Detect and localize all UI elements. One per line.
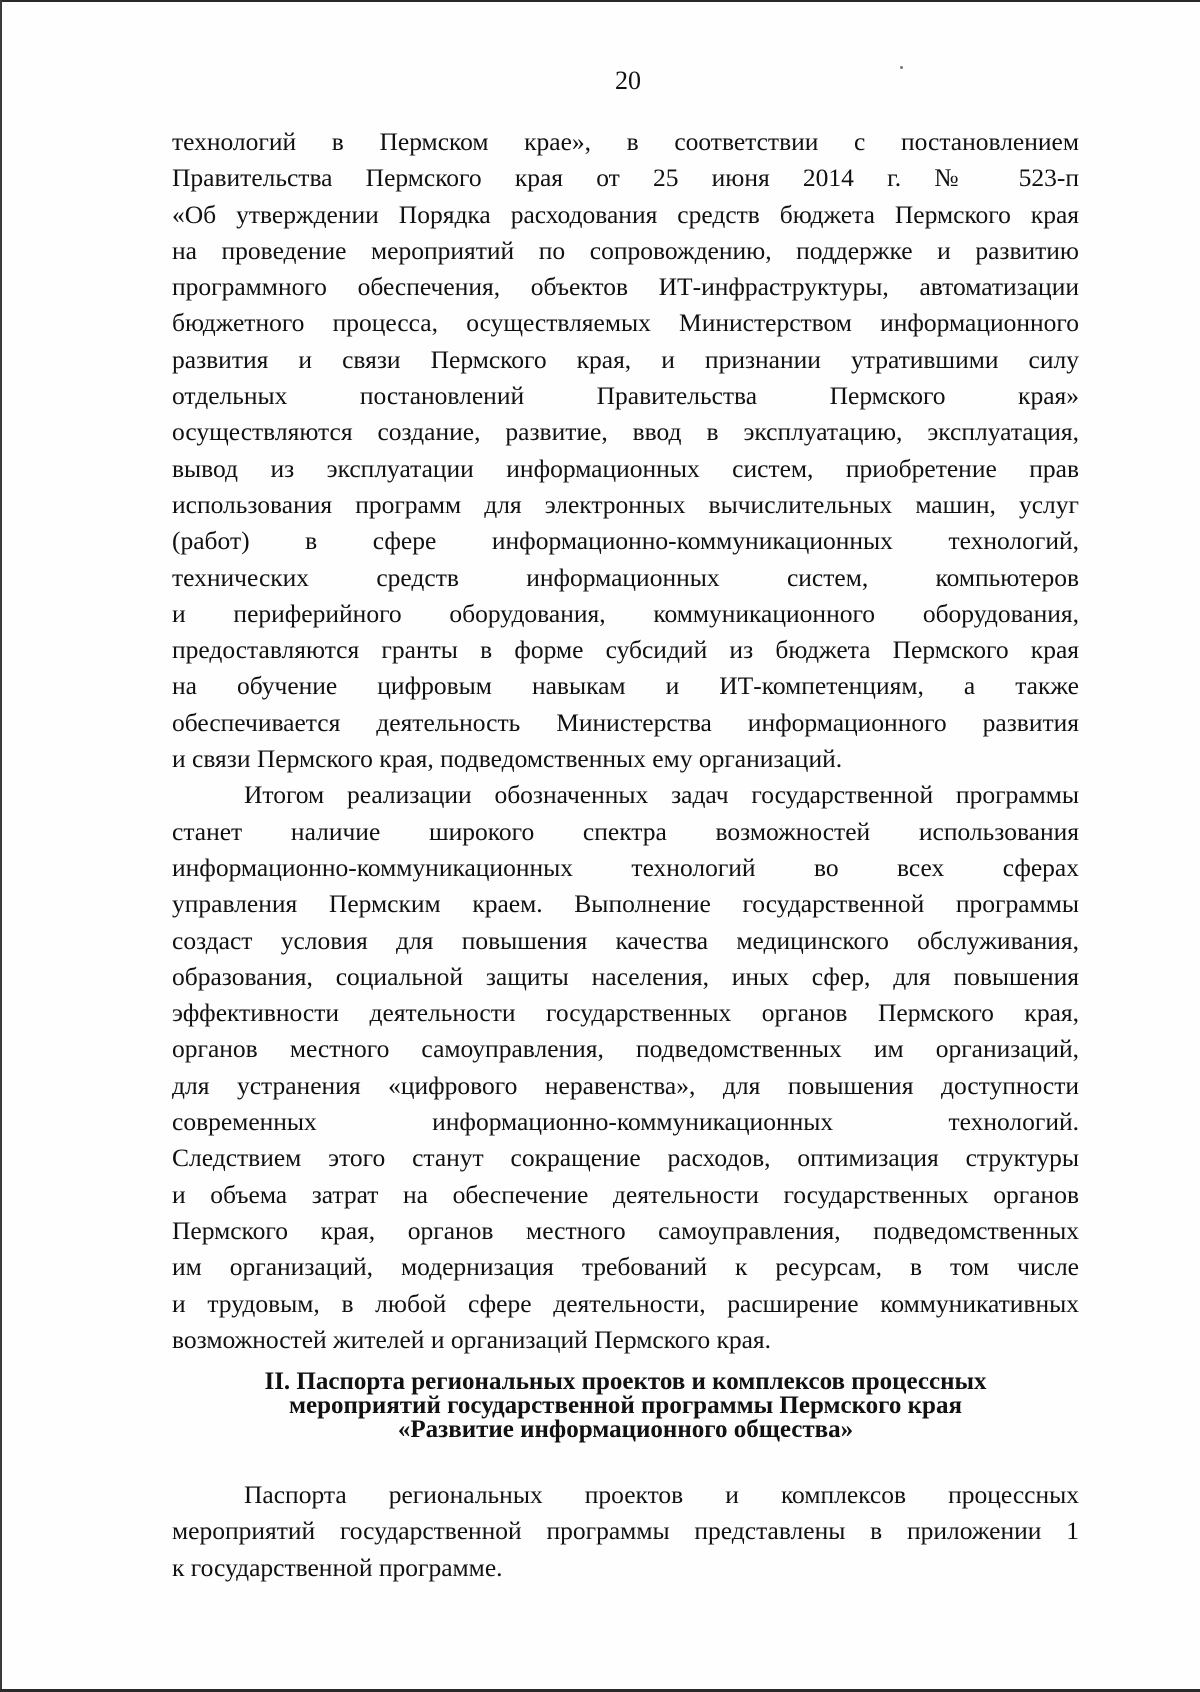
paragraph-2: [172, 777, 1079, 1358]
text-line: технологий в Пермском крае», в соответствии с постановлением: [172, 127, 1079, 156]
text-line: «Об утверждении Порядка расходования средств бюджета Пермского края: [172, 199, 1079, 229]
text-line: программного обеспечения, объектов ИТ-инфраструктуры, автоматизации: [172, 272, 1079, 302]
text-line: обеспечивается деятельность Министерства информационного развития: [172, 707, 1079, 737]
text-line: вывод из эксплуатации информационных систем, приобретение прав: [172, 453, 1079, 483]
text-line: управления Пермским краем. Выполнение государственной программы: [172, 889, 1079, 919]
scan-edge-left: [0, 0, 2, 1692]
text-line: (работ) в сфере информационно-коммуникационных технологий,: [172, 526, 1079, 556]
text-line: и объема затрат на обеспечение деятельности государственных органов: [172, 1179, 1079, 1209]
section-heading: [172, 1370, 1079, 1442]
text-line: предоставляются гранты в форме субсидий из бюджета Пермского края: [172, 635, 1079, 665]
text-line: создаст условия для повышения качества медицинского обслуживания,: [172, 925, 1079, 955]
text-line: образования, социальной защиты населения, иных сфер, для повышения: [172, 961, 1079, 991]
text-line: возможностей жителей и организаций Пермского края.: [172, 1324, 772, 1354]
text-line: для устранения «цифрового неравенства», для повышения доступности: [172, 1070, 1079, 1100]
text-line: использования программ для электронных вычислительных машин, услуг: [172, 489, 1079, 519]
text-line: и периферийного оборудования, коммуникационного оборудования,: [172, 598, 1079, 628]
heading-line: II. Паспорта региональных проектов и комплексов процессных: [264, 1368, 987, 1395]
text-line: Следствием этого станут сокращение расходов, оптимизация структуры: [172, 1143, 1079, 1173]
heading-line: «Развитие информационного общества»: [397, 1416, 854, 1443]
text-line: и трудовым, в любой сфере деятельности, расширение коммуникативных: [172, 1288, 1079, 1318]
text-line: информационно-коммуникационных технологий во всех сферах: [172, 852, 1079, 882]
text-line: на обучение цифровым навыкам и ИТ-компетенциям, а также: [172, 671, 1079, 701]
text-line: развития и связи Пермского края, и признании утратившими силу: [172, 344, 1079, 374]
body-text: [172, 124, 1079, 1358]
text-line: станет наличие широкого спектра возможностей использования: [172, 816, 1079, 846]
text-line: осуществляются создание, развитие, ввод в эксплуатацию, эксплуатация,: [172, 417, 1079, 447]
text-line: бюджетного процесса, осуществляемых Министерством информационного: [172, 308, 1079, 338]
text-line: и связи Пермского края, подведомственных ему организаций.: [172, 744, 843, 774]
paragraph-3: [172, 1477, 1079, 1586]
text-line: отдельных постановлений Правительства Пермского края»: [172, 381, 1079, 411]
text-line: Паспорта региональных проектов и комплексов процессных: [244, 1480, 1079, 1509]
text-line: Итогом реализации обозначенных задач государственной программы: [244, 780, 1079, 810]
heading-line: мероприятий государственной программы Пермского края: [289, 1392, 962, 1419]
text-line: органов местного самоуправления, подведомственных им организаций,: [172, 1034, 1079, 1064]
text-line: Правительства Пермского края от 25 июня 2014 г. № 523-п: [172, 163, 1079, 193]
text-line: к государственной программе.: [172, 1552, 503, 1582]
scan-edge-top: [0, 0, 1200, 2]
text-line: технических средств информационных систем, компьютеров: [172, 562, 1079, 592]
text-line: им организаций, модернизация требований к ресурсам, в том числе: [172, 1252, 1079, 1282]
text-line: современных информационно-коммуникационных технологий.: [172, 1107, 1079, 1137]
paragraph-1: [172, 124, 1079, 777]
text-line: Пермского края, органов местного самоуправления, подведомственных: [172, 1215, 1079, 1245]
text-line: эффективности деятельности государственных органов Пермского края,: [172, 998, 1079, 1028]
text-line: на проведение мероприятий по сопровождению, поддержке и развитию: [172, 235, 1079, 265]
page-number: 20: [615, 66, 641, 95]
text-line: мероприятий государственной программы представлены в приложении 1: [172, 1516, 1079, 1546]
